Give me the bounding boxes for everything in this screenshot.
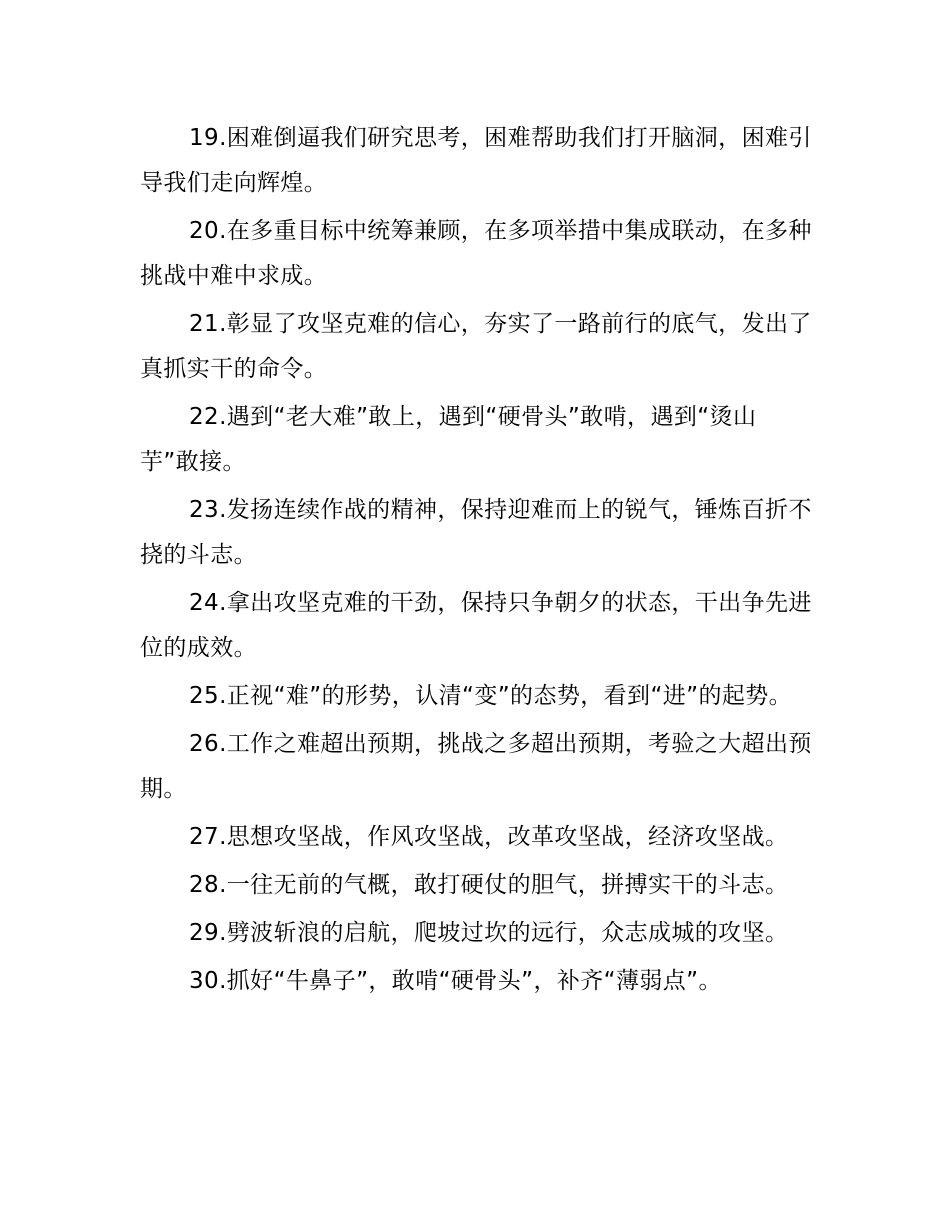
paragraph-25: 25.正视“难”的形势，认清“变”的态势，看到“进”的起势。	[189, 683, 793, 709]
paragraph-26: 26.工作之难超出预期，挑战之多超出预期，考验之大超出预期。	[140, 731, 812, 802]
paragraph-23: 23.发扬连续作战的精神，保持迎难而上的锐气，锤炼百折不挠的斗志。	[140, 497, 812, 568]
paragraph-29: 29.劈波斩浪的启航，爬坡过坎的远行，众志成城的攻坚。	[189, 920, 789, 946]
paragraph-22: 22.遇到“老大难”敢上，遇到“硬骨头”敢啃，遇到“烫山芋”敢接。	[140, 404, 757, 475]
paragraph-20: 20.在多重目标中统筹兼顾，在多项举措中集成联动，在多种挑战中难中求成。	[140, 218, 812, 289]
paragraph-24: 24.拿出攻坚克难的干劲，保持只争朝夕的状态，干出争先进位的成效。	[140, 590, 812, 661]
document-body	[140, 116, 812, 1007]
paragraph-19: 19.困难倒逼我们研究思考，困难帮助我们打开脑洞，困难引导我们走向辉煌。	[140, 125, 812, 196]
paragraph-27: 27.思想攻坚战，作风攻坚战，改革攻坚战，经济攻坚战。	[189, 824, 789, 850]
paragraph-21: 21.彰显了攻坚克难的信心，夯实了一路前行的底气，发出了真抓实干的命令。	[140, 311, 812, 382]
paragraph-30: 30.抓好“牛鼻子”，敢啃“硬骨头”，补齐“薄弱点”。	[189, 968, 722, 994]
paragraph-28: 28.一往无前的气概，敢打硬仗的胆气，拼搏实干的斗志。	[189, 872, 789, 898]
